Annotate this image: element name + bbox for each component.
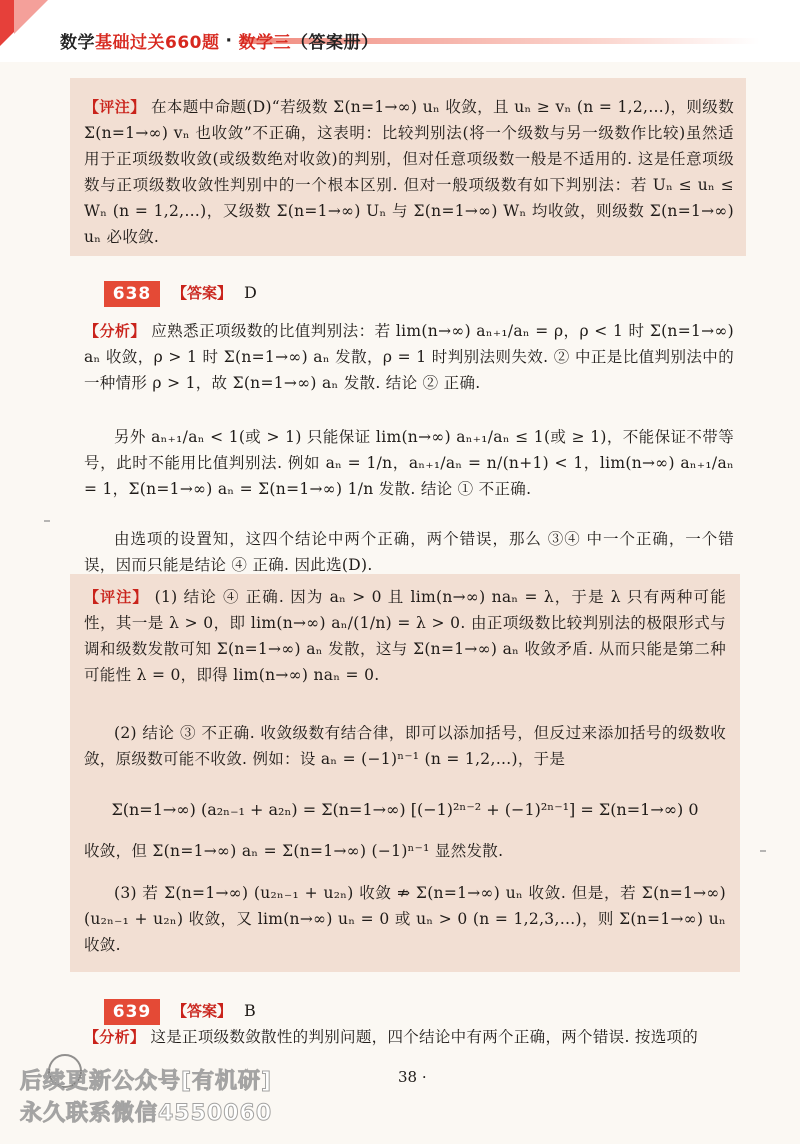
scan-speck — [44, 520, 50, 522]
book-title-separator: · — [225, 30, 233, 51]
comment-tag: 【评注】 — [84, 98, 146, 116]
comment-1 — [84, 94, 734, 250]
watermark-line-1: 后续更新公众号[有机研] — [20, 1069, 273, 1094]
analysis-text: 这是正项级数敛散性的判别问题，四个结论中有两个正确，两个错误. 按选项的 — [150, 1028, 699, 1046]
analysis-paragraph — [84, 318, 734, 396]
watermark-line-2: 永久联系微信4550060 — [20, 1101, 273, 1126]
answer-tag: 【答案】 — [172, 284, 233, 302]
question-number-badge: 638 — [104, 281, 160, 307]
comment-text: (1) 结论 ④ 正确. 因为 aₙ > 0 且 lim(n→∞) naₙ = λ，于是 λ 只有两种可能性，其一是 λ > 0，即 lim(n→∞) aₙ/(1/n) = λ > 0. 由正项级数比较判别法的极限形式与调和级数发散可知 Σ(n=1→∞) aₙ 发散，这与 Σ(n=1→∞) aₙ 收敛矛盾. 从而只能是第二种可能性 λ = 0，即得 lim(n→∞) naₙ = 0. — [84, 588, 726, 684]
answer-value: D — [244, 283, 257, 302]
comment-text: 在本题中命题(D)“若级数 Σ(n=1→∞) uₙ 收敛，且 uₙ ≥ vₙ (n = 1,2,…)，则级数 Σ(n=1→∞) vₙ 也收敛”不正确，这表明：比较判别法(将一个级数与另一级数作比较)虽然适用于正项级数收敛(或级数绝对收敛)的判别，但对任意项级数一般是不适用的. 这是任意项级数与正项级数收敛性判别中的一个根本区别. 但对一般项级数有如下判别法：若 Uₙ ≤ uₙ ≤ Wₙ (n = 1,2,…)，又级数 Σ(n=1→∞) Uₙ 与 Σ(n=1→∞) Wₙ 均收敛，则级数 Σ(n=1→∞) uₙ 必收敛. — [84, 98, 735, 246]
page-number: 38 · — [398, 1068, 427, 1086]
answer-row — [172, 1000, 256, 1021]
book-title-part1: 数学 — [60, 33, 95, 53]
analysis-tag: 【分析】 — [84, 1028, 146, 1046]
analysis-paragraph — [84, 1024, 734, 1050]
book-title-part4: （答案册） — [290, 33, 379, 53]
answer-row — [172, 282, 257, 303]
analysis-text: 应熟悉正项级数的比值判别法：若 lim(n→∞) aₙ₊₁/aₙ = ρ，ρ < 1 时 Σ(n=1→∞) aₙ 收敛，ρ > 1 时 Σ(n=1→∞) aₙ 发散，ρ = 1 时判别法则失效. ② 中正是比值判别法中的一种情形 ρ > 1，故 Σ(n=1→∞) aₙ 发散. 结论 ② 正确. — [84, 322, 735, 392]
analysis-paragraph-2: 另外 aₙ₊₁/aₙ < 1(或 > 1) 只能保证 lim(n→∞) aₙ₊₁/aₙ ≤ 1(或 ≥ 1)，不能保证不带等号，此时不能用比值判别法. 例如 aₙ = 1/n，aₙ₊₁/aₙ = n/(n+1) < 1，lim(n→∞) aₙ₊₁/aₙ = 1，Σ(n=1→∞) aₙ = Σ(n=1→∞) 1/n 发散. 结论 ① 不正确. — [84, 428, 734, 498]
analysis-tag: 【分析】 — [84, 322, 146, 340]
book-title-part3: 数学三 — [238, 33, 291, 53]
comment-2-part3: 收敛，但 Σ(n=1→∞) aₙ = Σ(n=1→∞) (−1)ⁿ⁻¹ 显然发散. — [84, 842, 504, 860]
corner-decoration-light — [14, 0, 48, 34]
question-number-badge: 639 — [104, 999, 160, 1025]
analysis-paragraph-3: 由选项的设置知，这四个结论中两个正确，两个错误，那么 ③④ 中一个正确，一个错误，因而只能是结论 ④ 正确. 因此选(D). — [84, 530, 734, 574]
comment-2-part4: (3) 若 Σ(n=1→∞) (u₂ₙ₋₁ + u₂ₙ) 收敛 ⇏ Σ(n=1→∞) uₙ 收敛. 但是，若 Σ(n=1→∞) (u₂ₙ₋₁ + u₂ₙ) 收敛，又 lim(n→∞) uₙ = 0 或 uₙ > 0 (n = 1,2,3,…)，则 Σ(n=1→∞) uₙ 收敛. — [84, 884, 726, 954]
book-title-part2: 基础过关660题 — [95, 33, 220, 53]
book-title — [60, 28, 378, 53]
scan-speck — [760, 850, 766, 852]
formula-display: Σ(n=1→∞) (a₂ₙ₋₁ + a₂ₙ) = Σ(n=1→∞) [(−1)²ⁿ⁻² + (−1)²ⁿ⁻¹] = Σ(n=1→∞) 0 — [111, 800, 699, 819]
answer-tag: 【答案】 — [172, 1002, 233, 1020]
comment-2-part1 — [84, 584, 726, 688]
comment-tag: 【评注】 — [84, 588, 149, 606]
answer-value: B — [244, 1001, 256, 1020]
comment-2-part2: (2) 结论 ③ 不正确. 收敛级数有结合律，即可以添加括号，但反过来添加括号的级数收敛，原级数可能不收敛. 例如：设 aₙ = (−1)ⁿ⁻¹ (n = 1,2,…)，于是 — [84, 724, 726, 768]
page-header — [0, 0, 800, 62]
